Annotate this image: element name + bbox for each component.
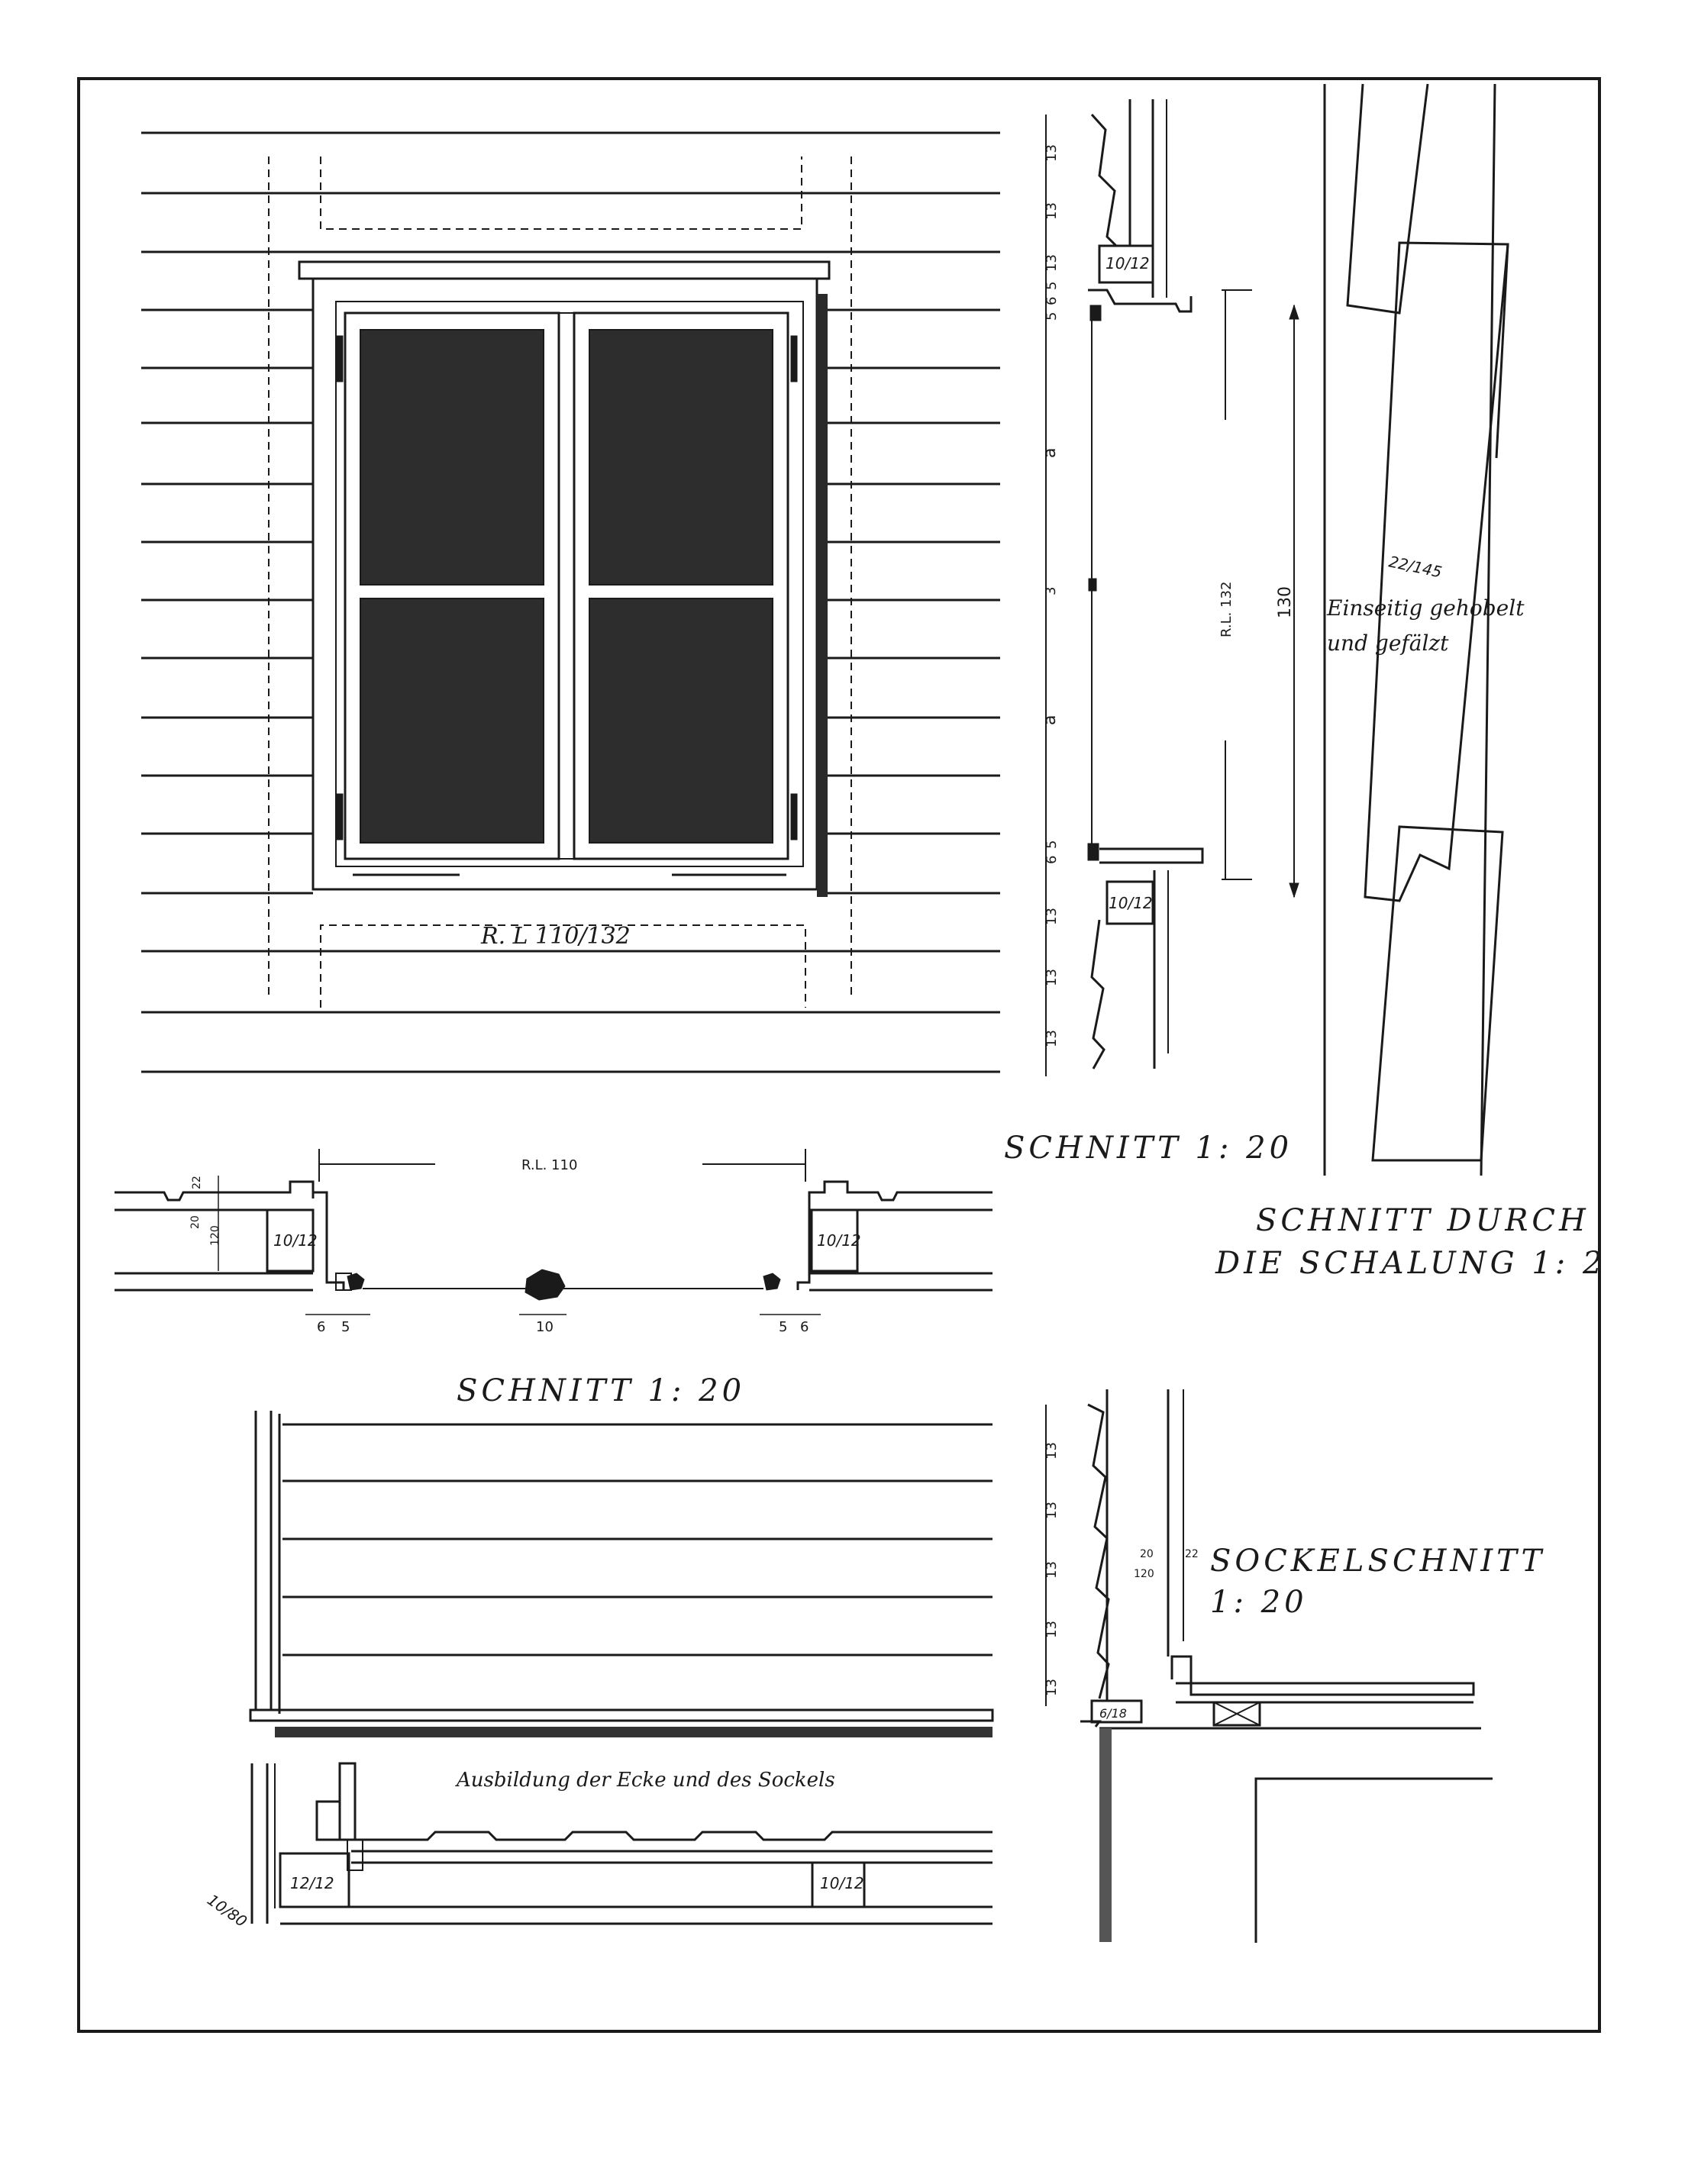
corner-member-10-80: 10/80: [204, 1890, 251, 1931]
sockel-d120: 120: [1134, 1568, 1154, 1580]
sockel-title-line1: SOCKELSCHNITT: [1210, 1544, 1546, 1579]
dim-bottom-3: 13: [1044, 908, 1060, 925]
sockel-d22: 22: [1185, 1548, 1199, 1560]
rl-132-label: R.L. 132: [1218, 581, 1235, 637]
dim-top-2: 13: [1044, 202, 1060, 220]
sockel-member: 6/18: [1099, 1706, 1127, 1721]
dim-mid-3: 3: [1043, 586, 1059, 595]
sockel-dim-2: 13: [1044, 1502, 1060, 1519]
corner-member-12-12: 12/12: [290, 1874, 334, 1892]
corner-elevation: [250, 1411, 993, 1924]
dim-a-upper: a: [1041, 447, 1060, 458]
dim-bottom-4: 13: [1044, 969, 1060, 986]
sockel-d20: 20: [1140, 1548, 1154, 1560]
pane-top-right: [589, 330, 773, 585]
dim-bottom-5: 13: [1044, 1030, 1060, 1047]
corner-member-10-12: 10/12: [820, 1874, 864, 1892]
small-dim-22: 22: [191, 1176, 203, 1189]
left-member-label: 10/12: [273, 1231, 318, 1250]
dim-bottom-1: 6: [1044, 855, 1060, 864]
schalung-section: [1325, 84, 1508, 1176]
pane-bottom-right: [589, 598, 773, 843]
top-member-label: 10/12: [1105, 254, 1150, 273]
dim-top-1: 13: [1044, 144, 1060, 162]
dim-top-5: 6: [1044, 296, 1060, 305]
section-vertical-title: SCHNITT 1: 20: [1004, 1131, 1293, 1166]
dim-top-3: 13: [1044, 254, 1060, 272]
sockel-dim-5: 13: [1044, 1679, 1060, 1696]
small-dim-20: 20: [189, 1215, 202, 1229]
frame-shadow: [817, 294, 828, 897]
right-member-label: 10/12: [817, 1231, 861, 1250]
section-horizontal-title: SCHNITT 1: 20: [457, 1373, 746, 1408]
schalung-title-line1: SCHNITT DURCH: [1256, 1203, 1590, 1238]
height-130-label: 130: [1276, 586, 1295, 618]
schalung-note-line2: und gefälzt: [1327, 631, 1449, 656]
dim-left-5: 5: [341, 1319, 350, 1335]
sockel-section: [1046, 1389, 1493, 1943]
dim-top-6: 5: [1044, 311, 1060, 321]
dim-right-5: 5: [779, 1319, 788, 1335]
sockel-dim-4: 13: [1044, 1621, 1060, 1638]
window-head: [299, 262, 829, 279]
bottom-member-label: 10/12: [1109, 894, 1153, 912]
dim-a-lower: a: [1041, 715, 1060, 725]
sheet-border: [79, 79, 1599, 2031]
sockel-title-line2: 1: 20: [1210, 1585, 1308, 1620]
dim-right-6: 6: [800, 1319, 809, 1335]
dim-top-4: 5: [1044, 281, 1060, 290]
dim-bottom-2: 5: [1044, 840, 1060, 849]
vertical-section: [1046, 99, 1299, 1076]
schalung-note-line1: Einseitig gehobelt: [1327, 595, 1525, 621]
board-dimension: 22/145: [1386, 552, 1444, 582]
dim-center-10: 10: [536, 1319, 554, 1335]
sockel-dim-1: 13: [1044, 1442, 1060, 1460]
corner-caption: Ausbildung der Ecke und des Sockels: [457, 1769, 835, 1792]
small-dim-120: 120: [209, 1225, 221, 1246]
window-opening-label: R. L 110/132: [481, 923, 631, 950]
schalung-title-line2: DIE SCHALUNG 1: 2: [1215, 1246, 1606, 1281]
sockel-dim-3: 13: [1044, 1561, 1060, 1579]
pane-bottom-left: [360, 598, 544, 843]
dim-left-6: 6: [317, 1319, 326, 1335]
pane-top-left: [360, 330, 544, 585]
ground-hatch: [275, 1727, 993, 1737]
rl-110-label: R.L. 110: [521, 1157, 578, 1173]
